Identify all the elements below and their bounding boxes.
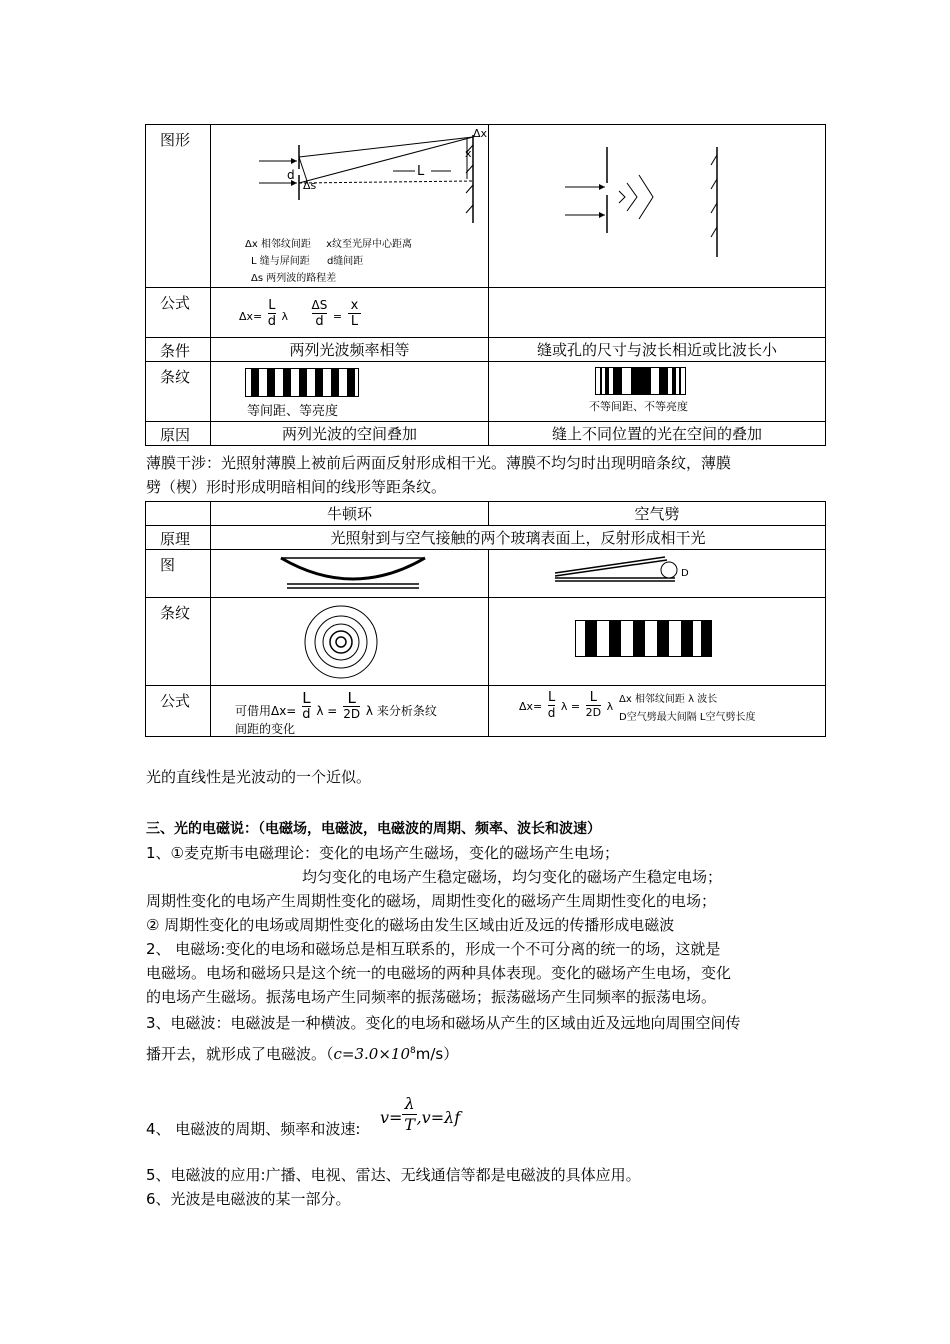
- para-3a: 3、电磁波：电磁波是一种横波。变化的电场和磁场从产生的区域由近及远地向周围空间传: [146, 1014, 741, 1032]
- thin-film-table: [145, 501, 826, 737]
- cause-left: 两列光波的空间叠加: [211, 422, 489, 446]
- row-label-principle: 原理: [146, 526, 211, 550]
- legend-ds: Δs 两列波的路程差: [251, 273, 337, 284]
- air-wedge-diagram: [489, 550, 824, 596]
- para-6: 6、光波是电磁波的某一部分。: [146, 1190, 351, 1208]
- row-label-fringe2: 条纹: [146, 598, 211, 686]
- air-wedge-fringe-cell: [489, 598, 826, 686]
- approx-line: 光的直线性是光波动的一个近似。: [146, 768, 372, 786]
- double-slit-formula-cell: Δx= $\frac{L}{d}$ λ $\frac{\Delta S}{d}$ = $\frac{x}{L}$: [211, 288, 489, 338]
- row-label-fringe: 条纹: [146, 362, 211, 422]
- para-1b: 均匀变化的电场产生稳定磁场，均匀变化的磁场产生稳定电场；: [302, 868, 723, 886]
- interference-fringe-cell: [211, 362, 489, 422]
- para-3b: 播开去，就形成了电磁波。$(c=3.0\times 10^8m/s)$: [146, 1045, 459, 1063]
- legend-dx: Δx 相邻纹间距: [245, 239, 311, 250]
- d-label: d: [287, 168, 295, 182]
- condition-right: 缝或孔的尺寸与波长相近或比波长小: [489, 338, 826, 362]
- double-slit-figure-cell: [211, 125, 489, 288]
- fringe-right-caption: 不等间距、不等亮度: [589, 400, 688, 413]
- newton-rings-fringe-cell: [211, 598, 489, 686]
- newton-rings-figure-cell: [211, 550, 489, 598]
- para-1: 1、①麦克斯韦电磁理论：变化的电场产生磁场，变化的磁场产生电场；: [146, 844, 619, 862]
- wave-speed-formula: v= $\frac{\lambda}{T}$ ,v=λf: [380, 1094, 461, 1134]
- row-label-figure: 图形: [146, 125, 211, 288]
- row-label-condition: 条件: [146, 338, 211, 362]
- legend-L: L 缝与屏间距: [251, 256, 310, 267]
- equal-spacing-fringes: [245, 368, 361, 400]
- L-label: L: [417, 164, 425, 179]
- unequal-spacing-fringes: [595, 367, 691, 397]
- air-wedge-figure-cell: [489, 550, 826, 598]
- diffraction-fringe-cell: [489, 362, 826, 422]
- row-label-cause: 原因: [146, 422, 211, 446]
- legend-d: d缝间距: [326, 256, 364, 267]
- header-empty: [146, 502, 211, 526]
- fringe-left-caption: 等间距、等亮度: [247, 404, 339, 419]
- condition-left: 两列光波频率相等: [211, 338, 489, 362]
- para-5: 5、电磁波的应用:广播、电视、雷达、无线通信等都是电磁波的具体应用。: [146, 1166, 641, 1184]
- section-heading: 三、光的电磁说：（电磁场，电磁波，电磁波的周期、频率、波长和波速）: [146, 821, 601, 837]
- para-4: 4、 电磁波的周期、频率和波速:: [146, 1120, 361, 1138]
- row-label-formula2: 公式: [146, 686, 211, 737]
- para-1c: 周期性变化的电场产生周期性变化的磁场，周期性变化的磁场产生周期性变化的电场；: [146, 892, 717, 910]
- newton-formula-cell: 可借用Δx= $\frac{L}{d}$ λ = L 2D λ 来分析条纹 间距的变化: [211, 686, 489, 737]
- row-label-figure2: 图: [146, 550, 211, 598]
- wedge-formula-cell: Δx= $\frac{L}{d}$ λ = L 2D λ Δx 相邻纹间距 λ 波长 D空气劈最大间隔 L空气劈长度: [489, 686, 826, 737]
- dx-label: Δx: [473, 127, 487, 140]
- newton-lens-diagram: [211, 550, 487, 596]
- diffraction-formula-cell: [489, 288, 826, 338]
- legend-x: x纹至光屏中心距离: [326, 239, 413, 250]
- col-air-wedge: 空气劈: [489, 502, 826, 526]
- interference-diffraction-table: [145, 124, 826, 446]
- single-slit-diagram: [489, 125, 824, 285]
- cause-right: 缝上不同位置的光在空间的叠加: [489, 422, 826, 446]
- para-2c: 的电场产生磁场。振荡电场产生同频率的振荡磁场；振荡磁场产生同频率的振荡电场。: [146, 988, 717, 1006]
- row-label-formula: 公式: [146, 288, 211, 338]
- wedge-D-label: D: [681, 568, 689, 579]
- thin-film-line-1: 薄膜干涉：光照射薄膜上被前后两面反射形成相干光。薄膜不均匀时出现明暗条纹，薄膜: [146, 454, 732, 472]
- para-2b: 电磁场。电场和磁场只是这个统一的电磁场的两种具体表现。变化的磁场产生电场，变化: [146, 964, 732, 982]
- para-1d: ② 周期性变化的电场或周期性变化的磁场由发生区域由近及远的传播形成电磁波: [146, 916, 675, 934]
- x-label: x: [465, 147, 472, 160]
- col-newton-rings: 牛顿环: [211, 502, 489, 526]
- concentric-rings: [301, 602, 381, 682]
- para-2a: 2、 电磁场:变化的电场和磁场总是相互联系的，形成一个不可分离的统一的场，这就是: [146, 940, 721, 958]
- ds-label: Δs: [303, 179, 317, 192]
- wedge-fringes: [575, 620, 715, 660]
- thin-film-line-2: 劈（楔）形时形成明暗相间的线形等距条纹。: [146, 478, 447, 496]
- diffraction-figure-cell: [489, 125, 826, 288]
- principle-text: 光照射到与空气接触的两个玻璃表面上，反射形成相干光: [211, 526, 826, 550]
